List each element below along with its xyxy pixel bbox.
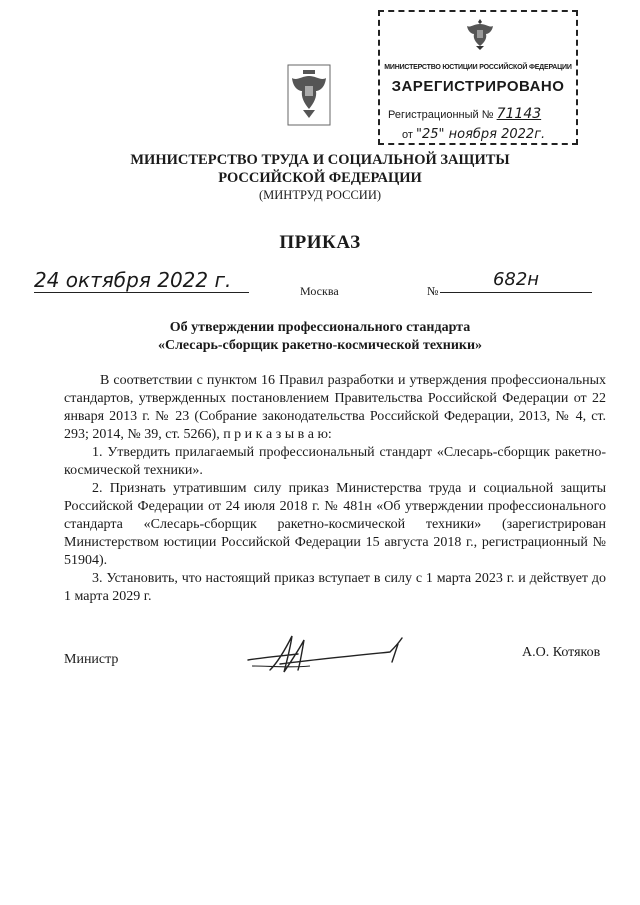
- registration-stamp: [378, 10, 578, 145]
- handwritten-signature: [240, 630, 410, 680]
- signer-role: Министр: [64, 652, 119, 667]
- order-date: 24 октября 2022 г.: [34, 270, 249, 293]
- state-emblem-icon: [287, 64, 331, 126]
- stamp-status: ЗАРЕГИСТРИРОВАНО: [391, 78, 565, 95]
- ministry-short-name: (МИНТРУД РОССИИ): [258, 188, 382, 202]
- clause-2: 2. Признать утратившим силу приказ Министерства труда и социальной защиты Российской Федерации от 24 июля 2018 г. № 481н «Об утверждении профессионального стандарта «Слесарь-сборщик ракетно-космической техники» (зарегистрирован Министерством юстиции Российской Федерации 15 августа 2018 г., регистрационный № 51904).: [64, 481, 606, 568]
- stamp-reg-label: Регистрационный №: [388, 109, 494, 121]
- ministry-name-line1: МИНИСТЕРСТВО ТРУДА И СОЦИАЛЬНОЙ ЗАЩИТЫ: [130, 152, 510, 168]
- stamp-eagle-emblem-icon: [464, 16, 496, 52]
- order-title-line1: Об утверждении профессионального стандарта: [169, 320, 471, 335]
- preamble-paragraph: В соответствии с пунктом 16 Правил разработки и утверждения профессиональных стандартов, утвержденных постановлением Правительства Российской Федерации от 22 января 2013 г. № 23 (Собрание законодательства Российской Федерации, 2013, № 4, ст. 293; 2014, № 39, ст. 5266), п р и к а з ы в а ю:: [64, 373, 606, 442]
- order-city: Москва: [300, 284, 339, 298]
- order-body: [64, 372, 606, 606]
- stamp-date: "25" ноября 2022г.: [415, 127, 546, 142]
- stamp-date-row: [402, 127, 545, 142]
- ministry-name-line2: РОССИЙСКОЙ ФЕДЕРАЦИИ: [218, 170, 422, 186]
- order-number: 682н: [440, 270, 592, 293]
- order-title-line2: «Слесарь-сборщик ракетно-космической техники»: [157, 338, 483, 353]
- stamp-reg-number: 71143: [496, 106, 542, 122]
- document-type: ПРИКАЗ: [279, 232, 361, 253]
- stamp-ministry: МИНИСТЕРСТВО ЮСТИЦИИ РОССИЙСКОЙ ФЕДЕРАЦИИ: [384, 64, 572, 71]
- order-number-sign: №: [427, 284, 439, 298]
- clause-3: 3. Установить, что настоящий приказ вступает в силу с 1 марта 2023 г. и действует до 1 марта 2029 г.: [64, 571, 606, 604]
- signer-name: А.О. Котяков: [522, 645, 601, 660]
- clause-1: 1. Утвердить прилагаемый профессиональный стандарт «Слесарь-сборщик ракетно-космической техники».: [64, 445, 606, 478]
- stamp-reg-row: [388, 106, 541, 122]
- stamp-date-prefix: от: [402, 129, 413, 141]
